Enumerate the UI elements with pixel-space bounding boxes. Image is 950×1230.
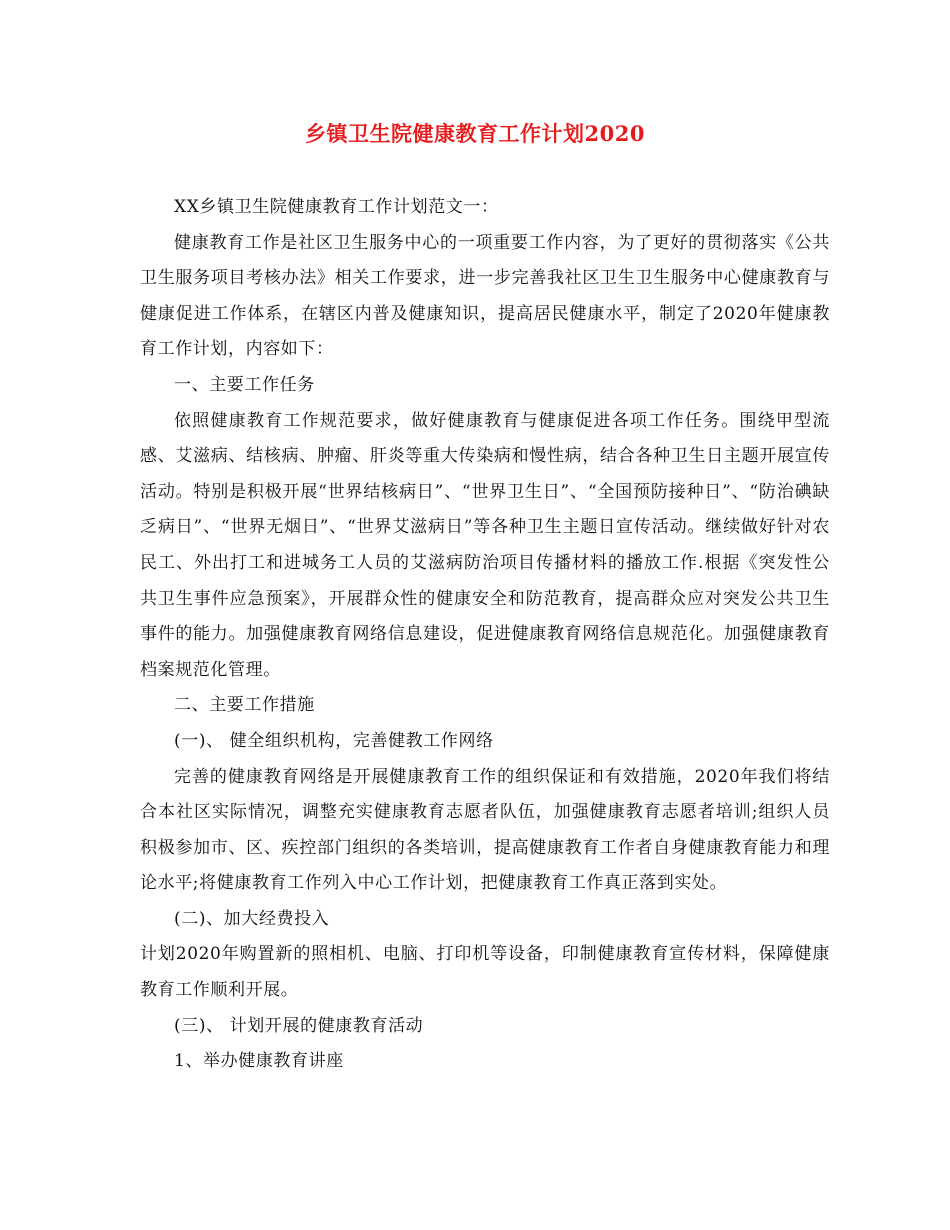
- subsection-heading-organization: (一)、 健全组织机构，完善健教工作网络: [174, 730, 494, 751]
- paragraph-funding: 计划2020年购置新的照相机、电脑、打印机等设备，印制健康教育宣传材料，保障健康教育工作顺利开展。: [140, 944, 830, 1001]
- paragraph-intro-heading: XX乡镇卫生院健康教育工作计划范文一：: [174, 197, 499, 217]
- paragraph-tasks: 依照健康教育工作规范要求，做好健康教育与健康促进各项工作任务。围绕甲型流感、艾滋病、结核病、肿瘤、肝炎等重大传染病和慢性病，结合各种卫生日主题开展宣传活动。特别是积极开展“世界结核病日”、“世界卫生日”、“全国预防接种日”、“防治碘缺乏病日”、“世界无烟日”、“世界艾滋病日”等各种卫生主题日宣传活动。继续做好针对农民工、外出打工和进城务工人员的艾滋病防治项目传播材料的播放工作.根据《突发性公共卫生事件应急预案》，开展群众性的健康安全和防范教育，提高群众应对突发公共卫生事件的能力。加强健康教育网络信息建设，促进健康教育网络信息规范化。加强健康教育档案规范化管理。: [140, 410, 830, 680]
- list-item-lectures: 1、举办健康教育讲座: [174, 1051, 344, 1072]
- document-title: 乡镇卫生院健康教育工作计划2020: [305, 121, 645, 146]
- subsection-heading-funding: (二)、加大经费投入: [174, 908, 330, 929]
- subsection-heading-activities: (三)、 计划开展的健康教育活动: [174, 1015, 424, 1036]
- paragraph-organization: 完善的健康教育网络是开展健康教育工作的组织保证和有效措施，2020年我们将结合本社区实际情况，调整充实健康教育志愿者队伍，加强健康教育志愿者培训;组织人员积极参加市、区、疾控部门组织的各类培训，提高健康教育工作者自身健康教育能力和理论水平;将健康教育工作列入中心工作计划，把健康教育工作真正落到实处。: [140, 766, 830, 894]
- paragraph-intro: 健康教育工作是社区卫生服务中心的一项重要工作内容，为了更好的贯彻落实《公共卫生服务项目考核办法》相关工作要求，进一步完善我社区卫生卫生服务中心健康教育与健康促进工作体系，在辖区内普及健康知识，提高居民健康水平，制定了2020年健康教育工作计划，内容如下：: [140, 232, 830, 360]
- document-body: [140, 190, 830, 1080]
- section-heading-tasks: 一、主要工作任务: [174, 374, 315, 395]
- section-heading-measures: 二、主要工作措施: [174, 695, 315, 716]
